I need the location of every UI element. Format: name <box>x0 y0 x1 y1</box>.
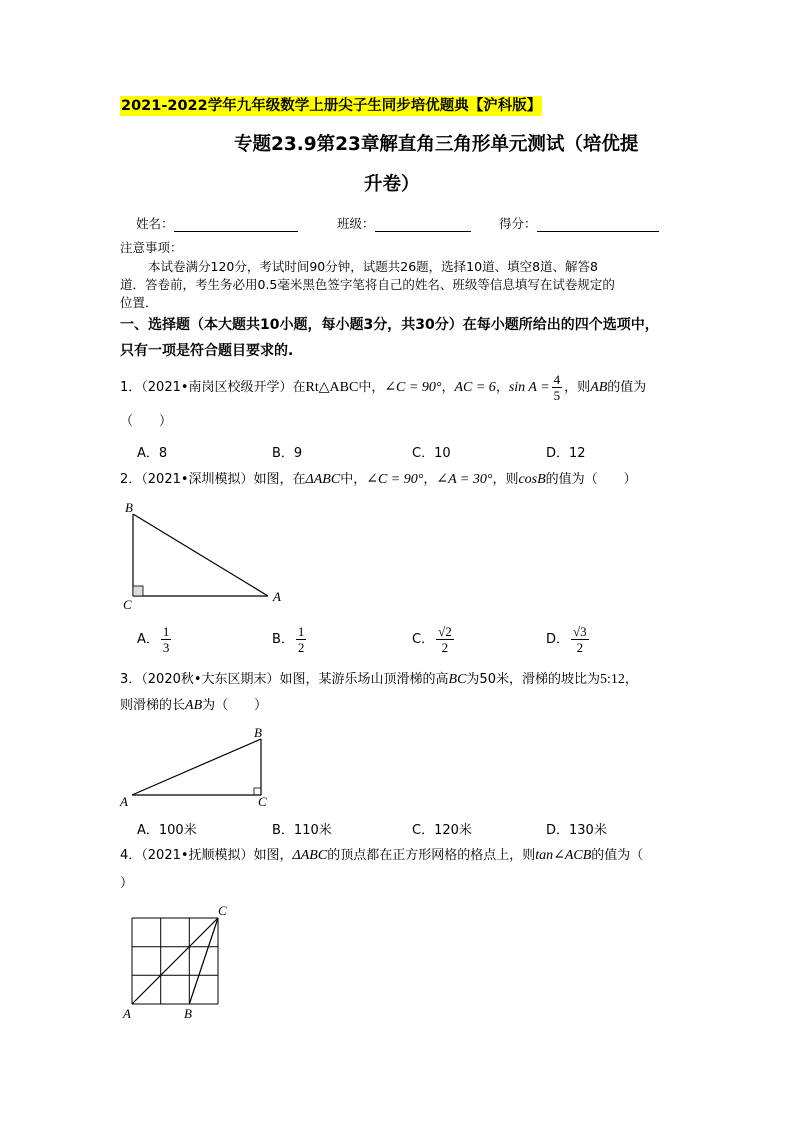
q4-grid-figure <box>118 900 248 1025</box>
q3-slide-figure <box>112 724 282 812</box>
q1-triangle: Rt△ABC <box>305 380 359 395</box>
q1-ab: AB <box>590 380 608 395</box>
notes-heading: 注意事项： <box>120 240 183 255</box>
q2-right-angle-mark <box>133 586 143 596</box>
q1-answer-paren: （ ） <box>120 414 173 429</box>
name-field[interactable] <box>136 214 298 232</box>
q2-option-b-frac <box>296 624 307 655</box>
q4-label-c: C <box>218 903 227 918</box>
q3-side-ab <box>132 739 261 795</box>
q1-frac-den: 5 <box>553 388 561 403</box>
q2-mid: 中， <box>340 472 367 487</box>
q3-mid1: 为50米，滑梯的坡比为 <box>466 672 600 687</box>
q2-label-b: B <box>125 500 133 515</box>
q2-label-c: C <box>123 597 132 612</box>
q3-ab: AB <box>185 698 203 713</box>
name-label: 姓名： <box>136 216 174 231</box>
class-label: 班级： <box>337 216 375 231</box>
question-3-stem-line2 <box>120 696 267 716</box>
q3-label-c: C <box>258 794 267 809</box>
q1-frac-num: 4 <box>553 372 561 387</box>
q2-cond1: ∠C = 90° <box>366 472 424 487</box>
q3-line2b: 为（ ） <box>202 698 268 713</box>
q2-label-a: A <box>273 589 281 604</box>
q2-option-a-frac <box>161 624 172 655</box>
series-title: 2021-2022学年九年级数学上册尖子生同步培优题典【沪科版】 <box>121 98 542 114</box>
q3-option-c[interactable]: C．120米 <box>412 823 472 838</box>
score-field[interactable] <box>499 214 659 232</box>
q2-sep1: ， <box>423 472 437 487</box>
q3-label-b: B <box>254 725 262 740</box>
name-blank[interactable] <box>174 217 298 232</box>
q3-prefix: 3．（2020秋•大东区期末）如图，某游乐场山顶滑梯的高 <box>120 672 449 687</box>
section1-line1: 一、选择题（本大题共10小题，每小题3分，共30分）在每小题所给出的四个选项中， <box>120 317 659 333</box>
q3-option-b[interactable]: B．110米 <box>272 823 332 838</box>
question-3-stem <box>120 670 638 690</box>
q2-option-a[interactable] <box>137 624 173 655</box>
q1-cond2: AC = 6 <box>454 380 496 395</box>
q3-line2a: 则滑梯的长 <box>120 698 186 713</box>
q1-sep2: ， <box>495 380 509 395</box>
q1-suffix-b: 的值为 <box>607 380 647 395</box>
q1-mid: 中， <box>358 380 385 395</box>
q2-option-b-num: 1 <box>297 624 305 639</box>
q4-side-bc <box>189 918 218 1004</box>
q2-option-d-den: 2 <box>576 640 584 655</box>
q1-option-d[interactable]: D．12 <box>546 446 586 461</box>
topic-title-line1: 专题23.9第23章解直角三角形单元测试（培优提 <box>234 134 639 155</box>
q2-option-a-letter: A． <box>137 632 159 647</box>
q4-prefix: 4．（2021•抚顺模拟）如图， <box>120 848 293 863</box>
notes-line2: 道．答卷前，考生务必用0.5毫米黑色签字笔将自己的姓名、班级等信息填写在试卷规定的 <box>120 277 615 292</box>
q1-option-c[interactable]: C．10 <box>412 446 451 461</box>
section1-line2: 只有一项是符合题目要求的. <box>120 343 294 359</box>
score-label: 得分： <box>499 216 537 231</box>
q1-cond1: ∠C = 90° <box>384 380 442 395</box>
q2-suffix-b: 的值为（ ） <box>545 472 637 487</box>
q2-triangle: ΔABC <box>305 472 341 487</box>
question-4-stem <box>120 846 643 866</box>
q2-cond2: ∠A = 30° <box>436 472 493 487</box>
q2-side-ab <box>133 514 268 596</box>
q4-label-b: B <box>184 1006 192 1021</box>
q2-option-c-letter: C． <box>412 632 435 647</box>
q2-option-a-den: 3 <box>162 640 170 655</box>
q3-option-d[interactable]: D．130米 <box>546 823 607 838</box>
q2-prefix: 2．（2021•深圳模拟）如图，在 <box>120 472 306 487</box>
q2-option-a-num: 1 <box>162 624 170 639</box>
q4-triangle: ΔABC <box>292 848 328 863</box>
q1-option-b[interactable]: B．9 <box>272 446 303 461</box>
q3-bc: BC <box>448 672 467 687</box>
q2-option-b-den: 2 <box>297 640 305 655</box>
class-field[interactable] <box>337 214 471 232</box>
q3-option-a[interactable]: A．100米 <box>137 823 197 838</box>
q2-option-c-den: 2 <box>441 640 449 655</box>
q2-option-b[interactable] <box>272 624 308 655</box>
question-4-stem-line2: ） <box>120 876 134 891</box>
q1-option-a[interactable]: A．8 <box>137 446 168 461</box>
q2-option-b-letter: B． <box>272 632 294 647</box>
q3-mid2: ， <box>624 672 638 687</box>
q4-side-ac <box>132 918 218 1004</box>
q3-ratio: 5:12 <box>599 672 625 687</box>
q2-option-c-num: √2 <box>438 624 452 639</box>
q3-label-a: A <box>120 794 128 809</box>
q2-option-c-frac <box>436 624 454 655</box>
q1-sep1: ， <box>441 380 455 395</box>
q2-option-d-num: √3 <box>573 624 587 639</box>
topic-title-line2: 升卷） <box>364 174 420 195</box>
q2-triangle-figure <box>118 500 298 615</box>
q4-suffix: 的值为（ <box>591 848 644 863</box>
q1-prefix: 1．（2021•南岗区校级开学）在 <box>120 380 306 395</box>
q2-option-d-frac <box>571 624 589 655</box>
notes-line1: 本试卷满分120分，考试时间90分钟，试题共26题，选择10道、填空8道、解答8 <box>148 259 598 274</box>
score-blank[interactable] <box>537 217 659 232</box>
q1-suffix-a: ，则 <box>564 380 591 395</box>
q2-cosb: cosB <box>518 472 546 487</box>
q4-tan: tan∠ACB <box>535 848 592 863</box>
q2-suffix-a: ，则 <box>492 472 519 487</box>
class-blank[interactable] <box>375 217 471 232</box>
question-1-stem <box>120 372 646 403</box>
question-2-stem <box>120 470 637 490</box>
q1-fraction <box>552 372 563 403</box>
q4-mid: 的顶点都在正方形网格的格点上，则 <box>327 848 536 863</box>
notes-line3: 位置． <box>120 295 158 310</box>
q1-sin: sin A = <box>508 380 550 395</box>
q2-option-c[interactable] <box>412 624 456 655</box>
q4-label-a: A <box>123 1006 131 1021</box>
q2-option-d[interactable] <box>546 624 591 655</box>
q2-option-d-letter: D． <box>546 632 570 647</box>
